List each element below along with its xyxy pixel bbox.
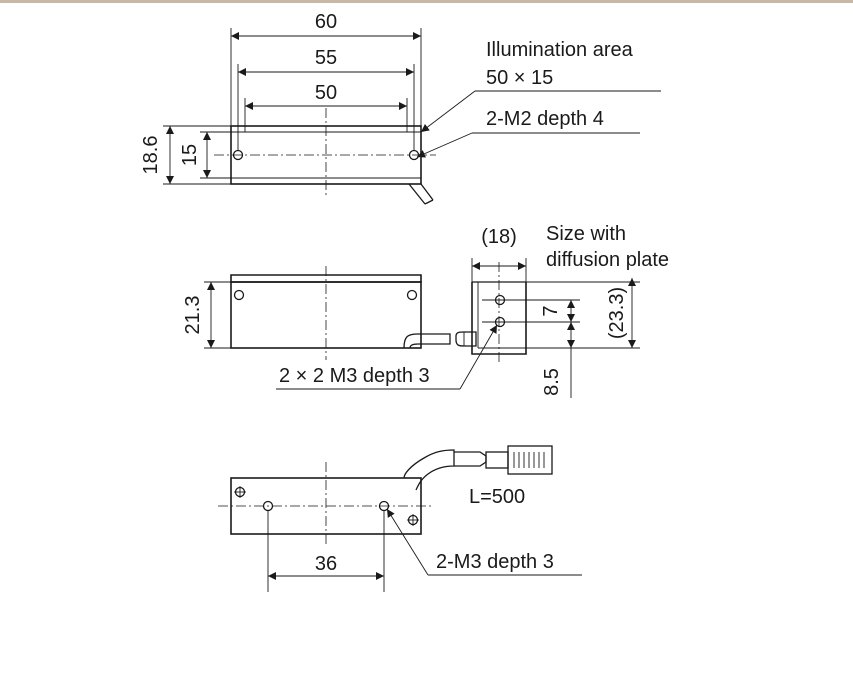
dim-8-5: 8.5 — [541, 368, 563, 396]
dim-23-3: (23.3) — [606, 286, 628, 340]
leader-m3-side — [460, 325, 497, 389]
dim-36: 36 — [314, 553, 338, 575]
dim-55: 55 — [314, 47, 338, 69]
illumination-label: Illumination area — [486, 39, 633, 61]
connector-grip — [514, 452, 544, 468]
m2-label: 2-M2 depth 4 — [486, 108, 604, 130]
leader-illumination — [421, 91, 475, 132]
cable-sleeve — [454, 452, 486, 466]
end-cable-stub — [456, 332, 476, 346]
dim-21-3: 21.3 — [182, 295, 204, 335]
cable-length: L=500 — [469, 486, 526, 508]
dim-18-6: 18.6 — [140, 135, 162, 175]
top-cable-stub — [409, 184, 433, 204]
m3-side-label: 2 × 2 M3 depth 3 — [279, 365, 430, 387]
leader-m2 — [417, 133, 472, 157]
dim-60: 60 — [314, 11, 338, 33]
side-hole-left — [235, 291, 244, 300]
top-view — [140, 11, 661, 204]
side-hole-right — [408, 291, 417, 300]
side-cable-stub — [404, 334, 450, 348]
bottom-view — [218, 446, 582, 592]
illumination-size: 50 × 15 — [486, 67, 554, 89]
diffusion-label-line1: Size with — [546, 223, 627, 245]
connector-body — [508, 446, 552, 474]
dim-7: 7 — [540, 305, 562, 317]
dim-50: 50 — [314, 82, 338, 104]
diffusion-label-line2: diffusion plate — [546, 249, 670, 271]
bottom-marker-right — [407, 514, 419, 526]
bottom-cable — [404, 450, 454, 490]
side-view — [182, 223, 669, 398]
dim-15: 15 — [179, 143, 201, 167]
connector-neck — [486, 452, 508, 468]
bottom-marker-left — [234, 486, 246, 498]
dim-18: (18) — [481, 226, 517, 248]
m3-bottom-label: 2-M3 depth 3 — [436, 551, 554, 573]
leader-m3-bottom — [387, 509, 428, 575]
